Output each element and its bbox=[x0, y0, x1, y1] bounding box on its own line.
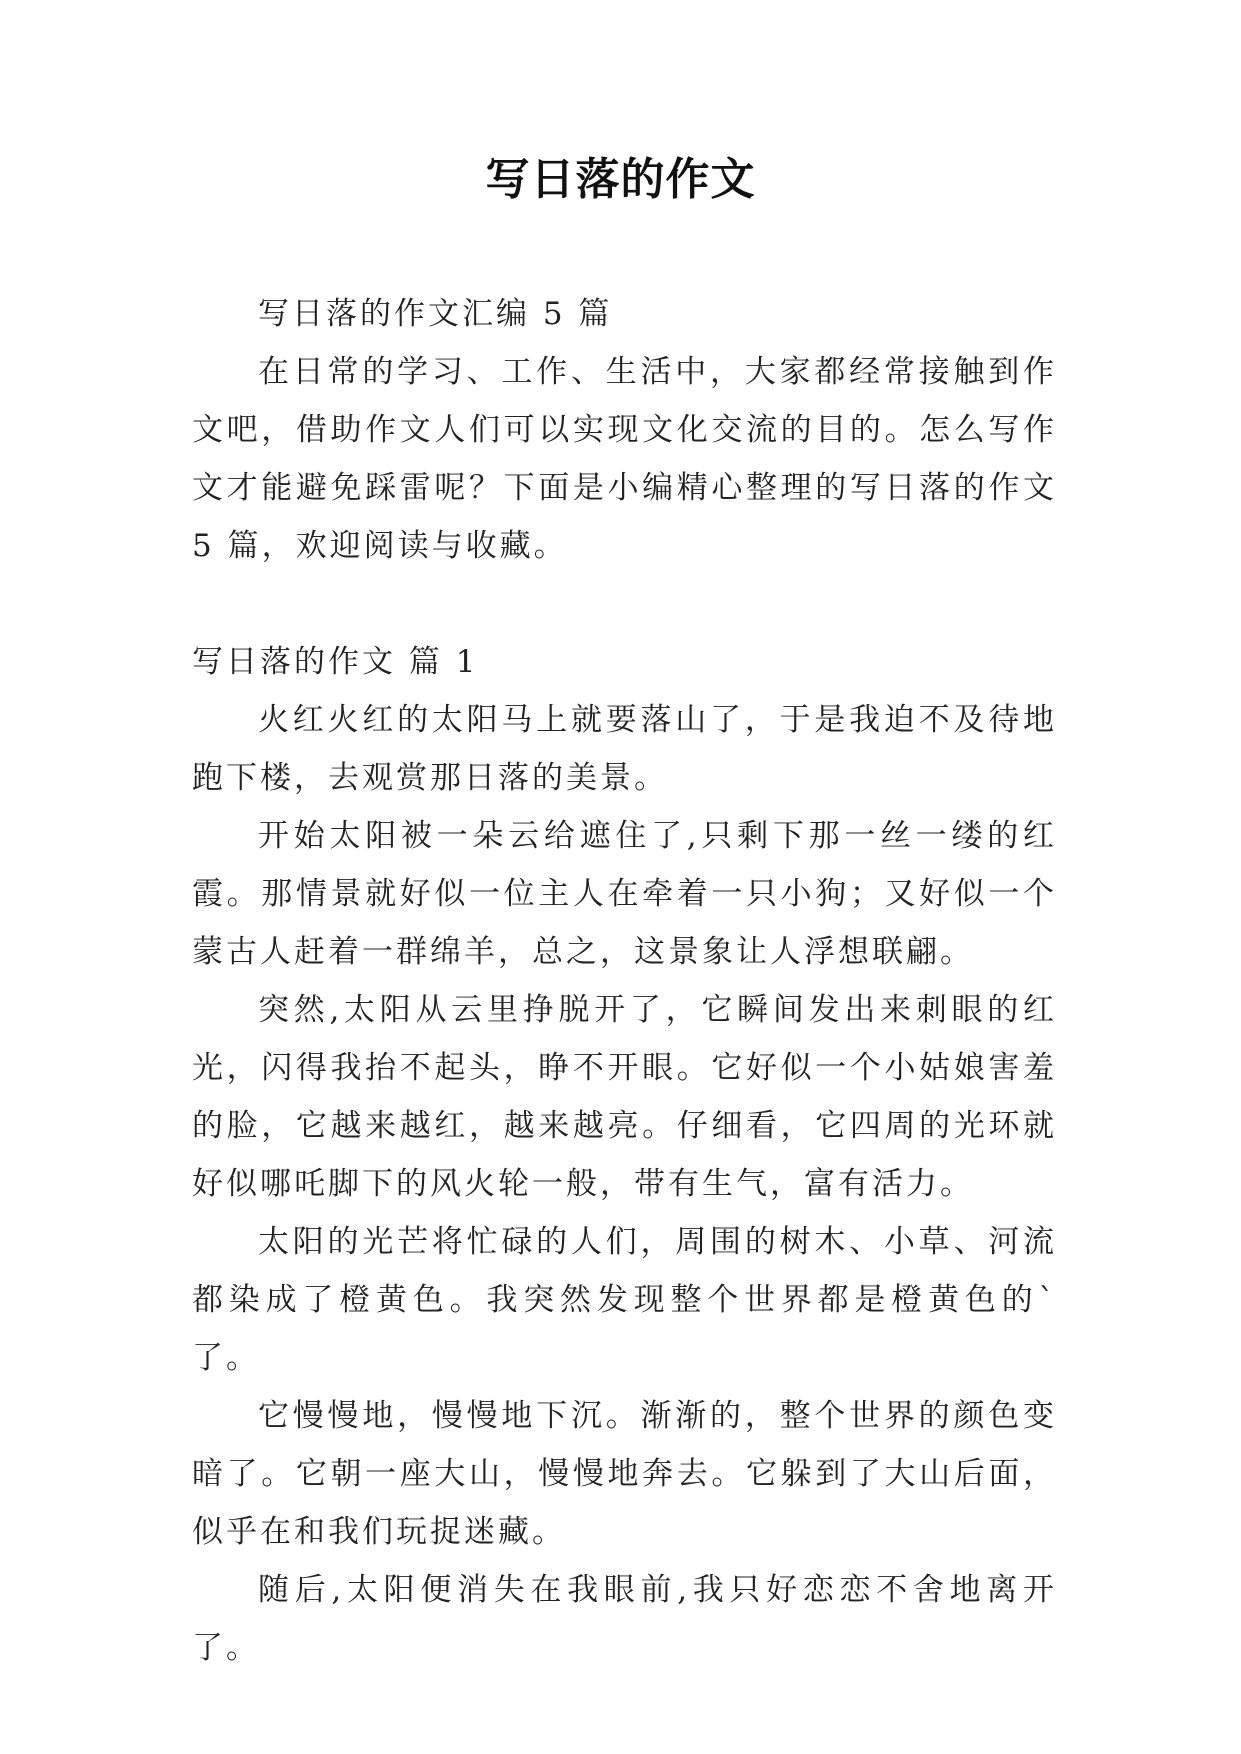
document-subtitle: 写日落的作文汇编 5 篇 bbox=[258, 296, 613, 332]
document-body bbox=[192, 285, 1057, 1677]
essay-paragraph: 开始太阳被一朵云给遮住了,只剩下那一丝一缕的红霞。那情景就好似一位主人在牵着一只小狗；又好似一个蒙古人赶着一群绵羊，总之，这景象让人浮想联翩。 bbox=[192, 818, 1057, 970]
essay-paragraph: 突然,太阳从云里挣脱开了，它瞬间发出来刺眼的红光，闪得我抬不起头，睁不开眼。它好似一个小姑娘害羞的脸，它越来越红，越来越亮。仔细看，它四周的光环就好似哪吒脚下的风火轮一般，带有生气，富有活力。 bbox=[192, 992, 1057, 1202]
essay-heading: 写日落的作文 篇 1 bbox=[192, 644, 479, 680]
essay-paragraph: 火红火红的太阳马上就要落山了，于是我迫不及待地跑下楼，去观赏那日落的美景。 bbox=[192, 702, 1057, 796]
essay-paragraph: 太阳的光芒将忙碌的人们，周围的树木、小草、河流都染成了橙黄色。我突然发现整个世界都是橙黄色的`了。 bbox=[192, 1224, 1057, 1376]
essay-paragraph: 它慢慢地，慢慢地下沉。渐渐的，整个世界的颜色变暗了。它朝一座大山，慢慢地奔去。它躲到了大山后面，似乎在和我们玩捉迷藏。 bbox=[192, 1398, 1057, 1550]
essay-paragraph: 随后,太阳便消失在我眼前,我只好恋恋不舍地离开了。 bbox=[192, 1572, 1057, 1666]
intro-paragraph: 在日常的学习、工作、生活中，大家都经常接触到作文吧，借助作文人们可以实现文化交流的目的。怎么写作文才能避免踩雷呢？下面是小编精心整理的写日落的作文 5 篇，欢迎阅读与收藏。 bbox=[192, 354, 1057, 564]
document-title: 写日落的作文 bbox=[485, 154, 756, 205]
